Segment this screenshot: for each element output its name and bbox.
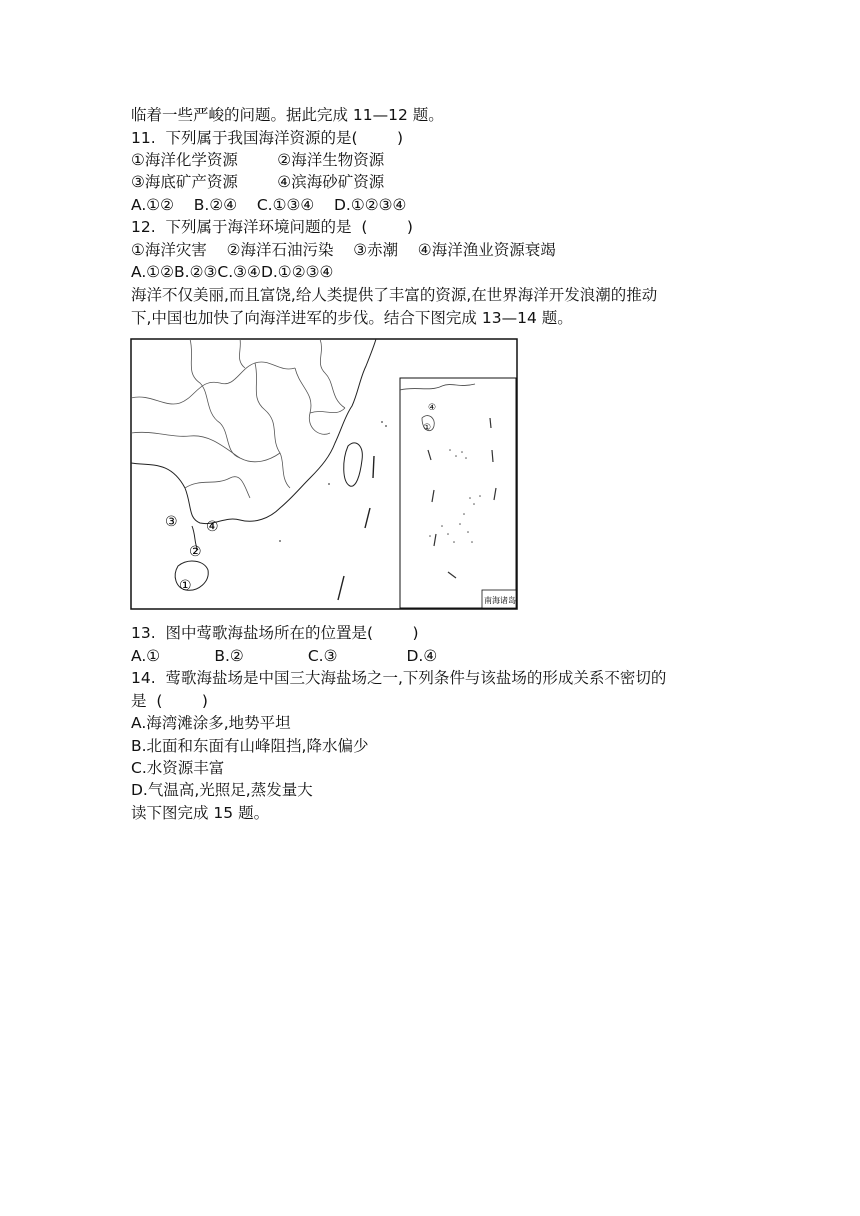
marker-1: ① bbox=[179, 578, 192, 594]
inset-label: 南海诸岛 bbox=[484, 596, 516, 605]
q11-items-1: ①海洋化学资源 ②海洋生物资源 bbox=[131, 151, 385, 169]
q14-option-a: A.海湾滩涂多,地势平坦 bbox=[131, 714, 291, 732]
marker-2: ② bbox=[189, 544, 202, 560]
q12-items: ①海洋灾害 ②海洋石油污染 ③赤潮 ④海洋渔业资源衰竭 bbox=[131, 241, 556, 259]
marker-3: ③ bbox=[165, 514, 178, 530]
q13-stem: 13. 图中莺歌海盐场所在的位置是( ) bbox=[131, 624, 419, 642]
q12-stem: 12. 下列属于海洋环境问题的是 ( ) bbox=[131, 218, 413, 236]
passage-line-1: 海洋不仅美丽,而且富饶,给人类提供了丰富的资源,在世界海洋开发浪潮的推动 bbox=[131, 286, 658, 304]
south-china-map bbox=[130, 338, 518, 610]
q14-stem-2: 是 ( ) bbox=[131, 692, 208, 710]
q11-options: A.①② B.②④ C.①③④ D.①②③④ bbox=[131, 196, 407, 214]
q14-option-c: C.水资源丰富 bbox=[131, 759, 225, 777]
q13-options: A.① B.② C.③ D.④ bbox=[131, 647, 438, 665]
q12-options: A.①②B.②③C.③④D.①②③④ bbox=[131, 263, 334, 281]
q15-intro: 读下图完成 15 题。 bbox=[131, 804, 270, 822]
q11-stem: 11. 下列属于我国海洋资源的是( ) bbox=[131, 129, 404, 147]
inset-marker-4: ④ bbox=[428, 403, 437, 413]
marker-4: ④ bbox=[206, 519, 219, 535]
south-sea-inset bbox=[400, 378, 516, 608]
line-intro-end: 临着一些严峻的问题。据此完成 11—12 题。 bbox=[131, 106, 444, 124]
passage-line-2: 下,中国也加快了向海洋进军的步伐。结合下图完成 13—14 题。 bbox=[131, 309, 573, 327]
q14-option-d: D.气温高,光照足,蒸发量大 bbox=[131, 781, 313, 799]
q14-stem: 14. 莺歌海盐场是中国三大海盐场之一,下列条件与该盐场的形成关系不密切的 bbox=[131, 669, 667, 687]
q11-items-2: ③海底矿产资源 ④滨海砂矿资源 bbox=[131, 173, 385, 191]
inset-marker-1: ① bbox=[423, 423, 432, 433]
q14-option-b: B.北面和东面有山峰阻挡,降水偏少 bbox=[131, 737, 369, 755]
